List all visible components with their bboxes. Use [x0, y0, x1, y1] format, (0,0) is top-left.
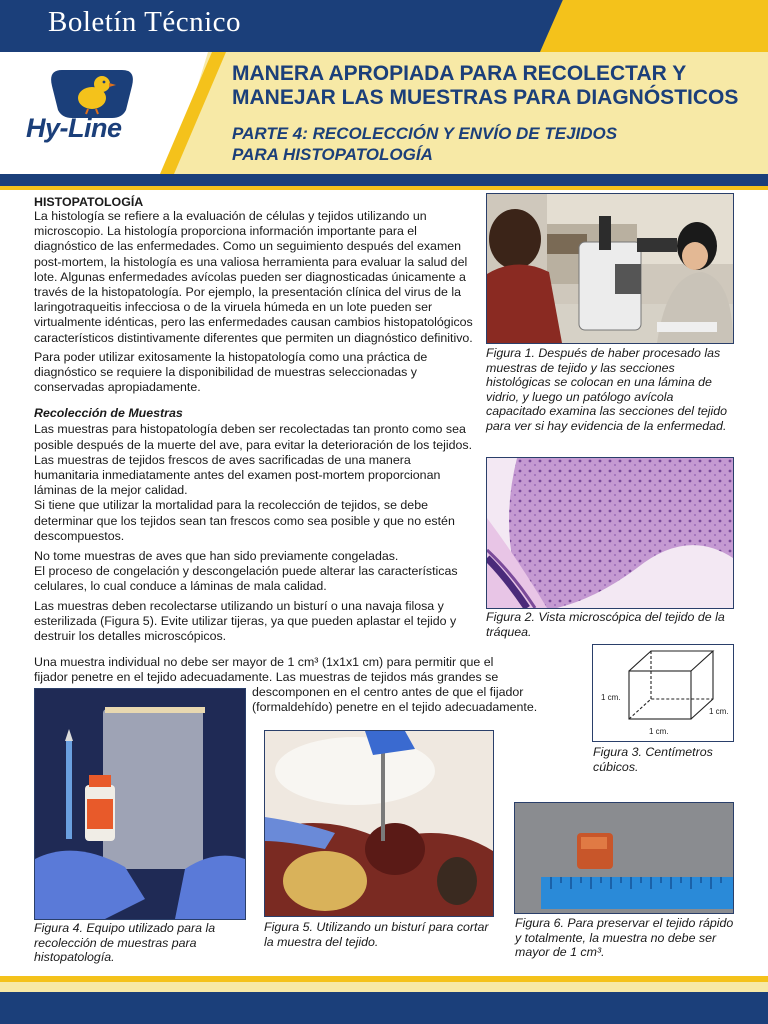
- page-subtitle: [232, 123, 752, 165]
- section-histopathology: [34, 195, 474, 644]
- cube-label-bottom: 1 cm.: [649, 727, 669, 736]
- figure-1-caption: Figura 1. Después de haber procesado las muestras de tejido y las secciones histológicas se colocan en una lámina de vidrio, y luego un patólogo avícola capacitado examina las secciones del tejido para ver si hay evidencia de la enfermedad.: [486, 346, 728, 433]
- figure-3-cube-diagram: [592, 644, 734, 742]
- cube-label-right: 1 cm.: [709, 707, 729, 716]
- figure-2-caption: Figura 2. Vista microscópica del tejido de la tráquea.: [486, 610, 725, 639]
- figure-2-photo: [486, 457, 734, 609]
- page-subtitle-line-1: PARTE 4: RECOLECCIÓN Y ENVÍO DE TEJIDOS: [232, 124, 618, 143]
- figure-6-caption: Figura 6. Para preservar el tejido rápido y totalmente, la muestra no debe ser mayor de 1 cm³.: [515, 916, 734, 960]
- paragraph-freezing-effect: El proceso de congelación y descongelación puede alterar las características celulares, lo cual conduce a láminas de mala calidad.: [34, 564, 458, 594]
- brand-name: Hy-Line: [26, 113, 122, 143]
- figure-5-caption: Figura 5. Utilizando un bisturí para cortar la muestra del tejido.: [264, 920, 489, 949]
- page-title: [232, 62, 762, 110]
- page-title-line-1: MANERA APROPIADA PARA RECOLECTAR Y: [232, 62, 687, 85]
- header-diagonal-stripe: [160, 52, 230, 174]
- header-divider-gold: [0, 186, 768, 190]
- header-divider-navy: [0, 174, 768, 186]
- sample-size-line-4: (formaldehído) penetre en el tejido adecuadamente.: [252, 700, 538, 715]
- paragraph-frozen-birds: No tome muestras de aves que han sido previamente congeladas.: [34, 549, 399, 564]
- paragraph-histology-samples: Para poder utilizar exitosamente la histopatología como una práctica de diagnóstico se requiere la disponibilidad de muestras seleccionadas y conservadas apropiadamente.: [34, 349, 428, 395]
- paragraph-sample-size-cont: [252, 685, 592, 715]
- sample-size-line-1: Una muestra individual no debe ser mayor de 1 cm³ (1x1x1 cm) para permitir que el: [34, 655, 494, 669]
- paragraph-sample-size: [34, 655, 594, 685]
- paragraph-collection-timing: Las muestras para histopatología deben ser recolectadas tan pronto como sea posible después de la muerte del ave, para evitar la deterioración de los tejidos. Las muestras de tejidos frescos de aves sacrificadas de una manera humanitaria inmediatamente antes del examen post-mortem proporcionan láminas de la mejor calidad.: [34, 422, 473, 498]
- sample-size-line-3: descomponen en el centro antes de que el fijador: [252, 685, 524, 699]
- footer-navy-band: [0, 992, 768, 1024]
- page-title-line-2: MANEJAR LAS MUESTRAS PARA DIAGNÓSTICOS: [232, 86, 739, 109]
- footer-cream-stripe: [0, 982, 768, 992]
- section-heading-histopathology: HISTOPATOLOGÍA: [34, 195, 144, 209]
- paragraph-mortality-use: Si tiene que utilizar la mortalidad para la recolección de tejidos, se debe determinar que los tejidos sean tan frescos como sea posible y que no estén descompuestos.: [34, 498, 455, 543]
- cube-label-left: 1 cm.: [601, 693, 621, 702]
- paragraph-histology-intro: La histología se refiere a la evaluación de células y tejidos utilizando un microscopio. La histología proporciona información importante para el diagnóstico de las enfermedades. Como un seguimiento después del examen post-mortem, la histología es una valiosa herramienta para evaluar la salud del lote. Algunas enfermedades avícolas pueden ser diagnosticadas únicamente a través de la histopatología. Por ejemplo, la presentación clínica del virus de la laringotraqueitis infecciosa o de la viruela húmeda en un lote pueden ser virtualmente idénticas, pero las enfermedades causan cambios histopatológicos característicos distintivamente diferentes que permiten un diagnóstico definitivo.: [34, 209, 473, 345]
- figure-1-photo: [486, 193, 734, 344]
- figure-4-caption: Figura 4. Equipo utilizado para la recolección de muestras para histopatología.: [34, 921, 216, 965]
- figure-4-photo: [34, 688, 246, 920]
- paragraph-scalpel-use: Las muestras deben recolectarse utilizando un bisturí o una navaja filosa y esterilizada (Figura 5). Evite utilizar tijeras, ya que pueden aplastar el tejido y destruir los detalles microscópicos.: [34, 598, 457, 644]
- figure-6-photo: [514, 802, 734, 914]
- figure-5-photo: [264, 730, 494, 917]
- section-heading-sample-collection: Recolección de Muestras: [34, 406, 183, 421]
- figure-3-caption: Figura 3. Centímetros cúbicos.: [593, 745, 713, 774]
- header-gold-tab: [540, 0, 768, 52]
- page-subtitle-line-2: PARA HISTOPATOLOGÍA: [232, 145, 433, 164]
- bulletin-title: Boletín Técnico: [48, 6, 241, 38]
- sample-size-line-2: fijador penetre en el tejido adecuadamente. Las muestras de tejidos más grandes se: [34, 670, 499, 685]
